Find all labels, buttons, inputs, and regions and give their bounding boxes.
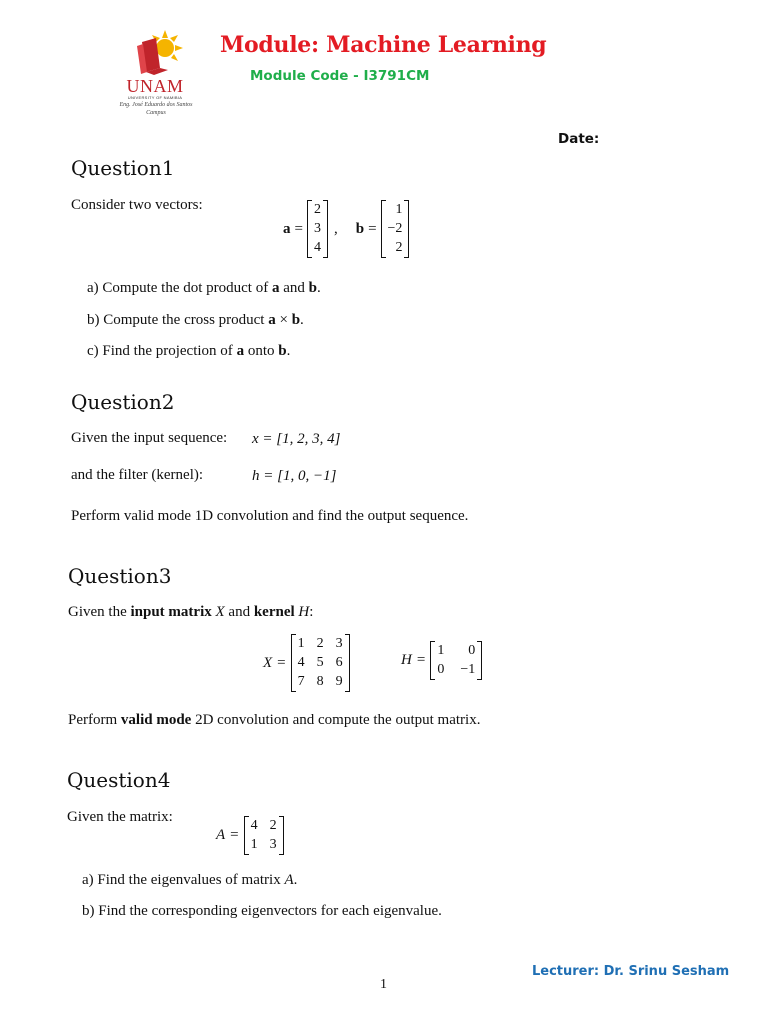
matrix-h-entries xyxy=(435,641,477,680)
part-vector: b xyxy=(308,280,317,296)
logo-campus xyxy=(108,101,204,117)
part-label: b) xyxy=(87,312,100,328)
matrix-x-entry: 1 xyxy=(297,636,305,651)
intro-term: kernel xyxy=(253,604,295,620)
instruction-term: valid mode xyxy=(120,712,192,728)
vector-b-label: b xyxy=(355,220,365,237)
question1-part-a xyxy=(87,280,321,297)
matrix-x-entries xyxy=(296,634,345,692)
matrix-x-entry: 4 xyxy=(297,655,305,670)
part-text: onto xyxy=(244,343,279,359)
part-vector: b xyxy=(291,312,301,328)
part-label: a) xyxy=(82,872,94,888)
matrix-a-entry: 1 xyxy=(250,837,258,852)
part-vector: a xyxy=(271,280,280,296)
question2-filter-label: and the filter (kernel): xyxy=(71,467,204,483)
logo-campus-line1: Eng. José Eduardo dos Santos xyxy=(119,102,193,108)
logo-wordmark: UNAM xyxy=(126,76,184,96)
logo-campus-line2: Campus xyxy=(146,110,166,116)
matrix-h-entry: 1 xyxy=(437,643,445,658)
matrix-x-entry: 8 xyxy=(316,674,324,689)
logo-subtitle: UNIVERSITY OF NAMIBIA xyxy=(127,95,183,100)
part-vector: a xyxy=(236,343,245,359)
vector-a xyxy=(307,200,328,258)
question2-instruction: Perform valid mode 1D convolution and find the output sequence. xyxy=(71,508,469,524)
part-label: b) xyxy=(82,903,95,919)
part-text: Compute the dot product of xyxy=(102,280,272,296)
vector-b-entry: 1 xyxy=(395,202,403,217)
matrix-a-entry: 2 xyxy=(269,818,277,833)
question1-part-c xyxy=(87,343,290,360)
part-text: × xyxy=(275,312,292,328)
vector-b xyxy=(381,200,410,258)
matrix-a-entry: 4 xyxy=(250,818,258,833)
part-text: and xyxy=(279,280,309,296)
part-text: . xyxy=(316,280,321,296)
vector-b-entries xyxy=(386,200,405,258)
question1-intro: Consider two vectors: xyxy=(71,197,203,213)
matrix-a-entry: 3 xyxy=(269,837,277,852)
matrix-x xyxy=(291,634,350,692)
part-variable: A xyxy=(284,872,294,888)
part-vector: a xyxy=(268,312,276,328)
part-label: c) xyxy=(87,343,99,359)
book-sun-icon xyxy=(112,28,208,78)
question1-heading: Question1 xyxy=(71,156,175,180)
instruction-text: 2D convolution and compute the output matrix. xyxy=(191,712,481,728)
question4-part-b xyxy=(82,903,442,920)
matrix-x-entry: 7 xyxy=(297,674,305,689)
page-number: 1 xyxy=(380,977,387,992)
matrix-x-entry: 6 xyxy=(335,655,343,670)
question3-intro xyxy=(68,604,313,621)
part-text: Compute the cross product xyxy=(103,312,269,328)
intro-text: : xyxy=(309,604,314,620)
matrix-h-entry: 0 xyxy=(437,662,445,677)
part-text: Find the projection of xyxy=(102,343,237,359)
lecturer-name: Lecturer: Dr. Srinu Sesham xyxy=(532,964,730,979)
matrix-h xyxy=(430,641,482,680)
question2-filter-kernel: h = [1, 0, −1] xyxy=(252,468,337,484)
matrix-h-block: H = 1 0 0 −1 xyxy=(401,641,482,680)
part-vector: b xyxy=(278,343,287,359)
part-text: . xyxy=(286,343,291,359)
vector-b-entry: 2 xyxy=(395,240,403,255)
vector-b-entry: −2 xyxy=(387,221,403,236)
question2-input-label: Given the input sequence: xyxy=(71,430,228,446)
question4-intro: Given the matrix: xyxy=(67,809,173,825)
matrix-h-entry: 0 xyxy=(468,643,476,658)
vector-a-entries xyxy=(312,200,323,258)
vector-a-label: a xyxy=(283,220,291,237)
question4-heading: Question4 xyxy=(67,768,171,792)
intro-variable: H xyxy=(294,604,310,620)
question3-instruction xyxy=(68,712,480,729)
part-text: . xyxy=(300,312,304,328)
question1-vectors: a = 2 3 4 , b = 1 −2 2 xyxy=(283,200,409,258)
vector-a-entry: 2 xyxy=(313,202,321,217)
question4-part-a xyxy=(82,872,297,889)
matrix-a-entries xyxy=(249,816,279,855)
intro-variable: X xyxy=(211,604,225,620)
part-text: . xyxy=(293,872,298,888)
matrix-x-entry: 2 xyxy=(316,636,324,651)
matrix-h-label: H xyxy=(401,652,412,668)
question2-heading: Question2 xyxy=(71,390,175,414)
instruction-text: Perform xyxy=(68,712,121,728)
intro-term: input matrix xyxy=(130,604,212,620)
matrix-x-block: X = 1 2 3 4 5 6 7 8 9 xyxy=(263,634,350,692)
question3-heading: Question3 xyxy=(68,564,172,588)
matrix-x-entry: 5 xyxy=(316,655,324,670)
vector-a-entry: 4 xyxy=(313,240,321,255)
question1-part-b xyxy=(87,312,304,329)
module-title: Module: Machine Learning xyxy=(220,32,547,58)
matrix-x-label: X xyxy=(263,654,273,671)
part-text: Find the eigenvalues of matrix xyxy=(97,872,285,888)
matrix-a-block: A = 4 2 1 3 xyxy=(216,816,284,855)
intro-text: Given the xyxy=(68,604,131,620)
vector-a-entry: 3 xyxy=(313,221,321,236)
module-code: Module Code - I3791CM xyxy=(250,68,430,84)
matrix-x-entry: 3 xyxy=(335,636,343,651)
question2-input-sequence: x = [1, 2, 3, 4] xyxy=(252,431,341,447)
part-text: Find the corresponding eigenvectors for each eigenvalue. xyxy=(98,903,442,919)
matrix-h-entry: −1 xyxy=(460,662,476,677)
matrix-x-entry: 9 xyxy=(335,674,343,689)
part-label: a) xyxy=(87,280,99,296)
matrix-a xyxy=(244,816,284,855)
intro-text: and xyxy=(224,604,254,620)
matrix-a-label: A xyxy=(216,827,226,843)
date-label: Date: xyxy=(558,131,600,147)
